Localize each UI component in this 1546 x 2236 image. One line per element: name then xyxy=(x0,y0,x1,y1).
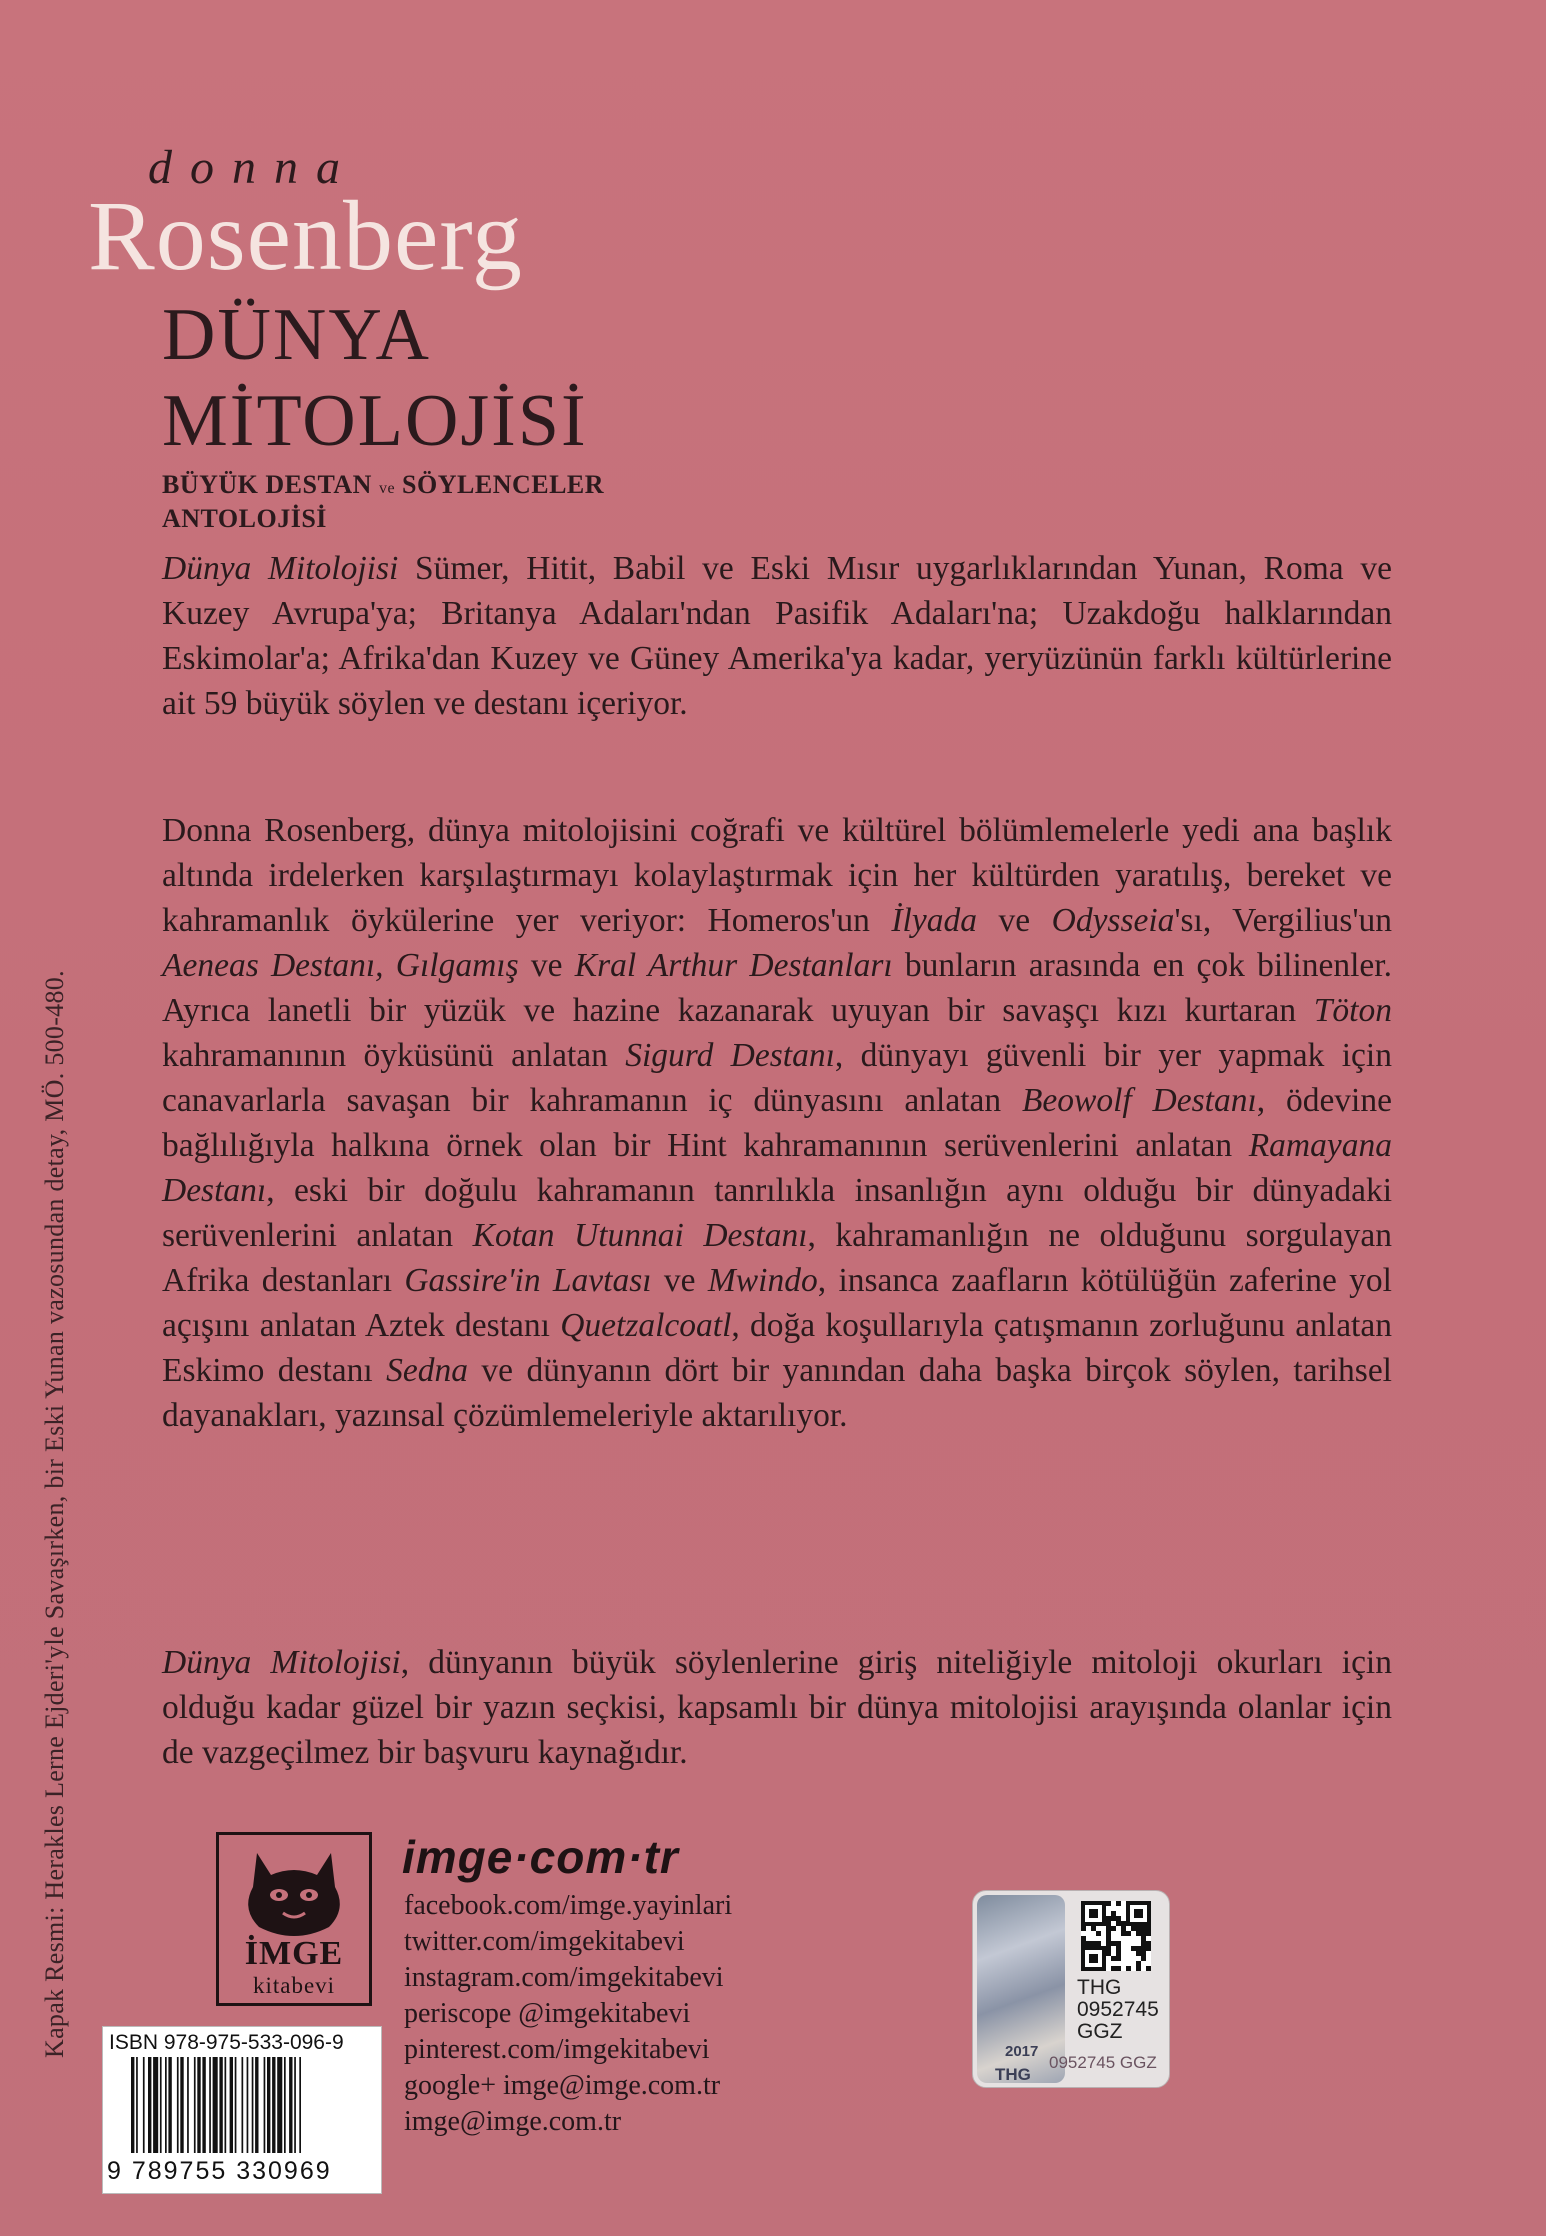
blurb-2-text: kahramanının öyküsünü anlatan xyxy=(162,1037,626,1074)
blurb-2-emphasis: Quetzalcoatl xyxy=(560,1307,732,1344)
blurb-2-text: Donna Rosenberg, dünya mitolojisini coğrafi ve kültürel bölümlemelerle yedi ana başlık altında irdelerken karşılaştırmayı kolaylaştırmak için her kültürden yaratılış, bereket ve kahramanlık öykülerine yer veriyor: Homeros'un xyxy=(162,812,1392,939)
blurb-2-emphasis: Beowolf Destanı xyxy=(1021,1082,1257,1119)
blurb-1-text: Sümer, Hitit, Babil ve Eski Mısır uygarlıklarından Yunan, Roma ve Kuzey Avrupa'ya; Britanya Adaları'ndan Pasifik Adaları'na; Uzakdoğu halklarından Eskimolar'a; Afrika'dan Kuzey ve Güney Amerika'ya kadar, yeryüzünün farklı kültürlerine ait 59 büyük söylen ve destanı içeriyor. xyxy=(162,550,1392,722)
subtitle-line-2: ANTOLOJİSİ xyxy=(162,504,327,533)
blurb-2-emphasis: Sigurd Destanı xyxy=(625,1037,835,1074)
blurb-2-text: bunların arasında en çok bilinenler. Ayrıca lanetli bir yüzük ve hazine kazanarak uyuyan bir savaşçı kızı kurtaran xyxy=(162,947,1392,1029)
blurb-2-text: , eski bir doğulu kahramanın tanrılıkla insanlığın aynı olduğu bir dünyadaki serüvenlerini anlatan xyxy=(162,1172,1392,1254)
author-last-name: Rosenberg xyxy=(88,180,523,291)
link-twitter[interactable]: twitter.com/imgekitabevi xyxy=(404,1926,685,1957)
blurb-paragraph-2 xyxy=(162,808,1392,1438)
subtitle-part-1: BÜYÜK DESTAN xyxy=(162,470,372,499)
book-title xyxy=(162,292,588,464)
hologram-label: THG xyxy=(995,2065,1031,2084)
cat-icon xyxy=(219,1835,369,1939)
logo-brand: İMGE xyxy=(244,1935,344,1972)
blurb-2-text: , kahramanlığın ne olduğunu sorgulayan Afrika destanları xyxy=(162,1217,1392,1299)
sticker-line-2: 0952745 xyxy=(1077,1998,1159,2021)
link-facebook[interactable]: facebook.com/imge.yayinlari xyxy=(404,1890,733,1921)
link-email[interactable]: imge@imge.com.tr xyxy=(404,2106,622,2137)
blurb-paragraph-1 xyxy=(162,546,1392,726)
blurb-2-emphasis: Töton xyxy=(1313,992,1392,1029)
barcode-digits: 9 789755 330969 xyxy=(107,2157,332,2185)
blurb-2-emphasis: Gassire'in Lavtası xyxy=(404,1262,652,1299)
blurb-3-text: , dünyanın büyük söylenlerine giriş niteliğiyle mitoloji okurları için olduğu kadar güzel bir yazın seçkisi, kapsamlı bir dünya mitolojisi arayışında olanlar için de vazgeçilmez bir başvuru kaynağıdır. xyxy=(162,1644,1392,1771)
barcode-icon xyxy=(129,2057,359,2157)
subtitle-part-2: SÖYLENCELER xyxy=(402,470,605,499)
blurb-2-text: , insanca zaafların kötülüğün zaferine yol açışını anlatan Aztek destanı xyxy=(162,1262,1392,1344)
sticker-line-3: GGZ xyxy=(1077,2020,1123,2043)
blurb-2-emphasis: Mwindo xyxy=(707,1262,818,1299)
publisher-website[interactable]: imge·com·tr xyxy=(402,1831,679,1883)
blurb-2-emphasis: İlyada xyxy=(891,902,977,939)
sticker-serial: 0952745 GGZ xyxy=(1049,2053,1157,2072)
blurb-2-text: ve dünyanın dört bir yanından daha başka birçok söylen, tarihsel dayanakları, yazınsal çözümlemeleriyle aktarılıyor. xyxy=(162,1352,1392,1434)
book-title-line-2: MİTOLOJİSİ xyxy=(162,380,588,462)
blurb-2-emphasis: Kotan Utunnai Destanı xyxy=(472,1217,808,1254)
isbn-label: ISBN 978-975-533-096-9 xyxy=(109,2031,344,2054)
blurb-2-emphasis: Odysseia xyxy=(1051,902,1175,939)
publisher-links xyxy=(404,1888,732,2140)
blurb-2-text: , doğa koşullarıyla çatışmanın zorluğunu anlatan Eskimo destanı xyxy=(162,1307,1392,1389)
sticker-line-1: THG xyxy=(1077,1976,1122,1999)
isbn-barcode xyxy=(102,2026,382,2194)
blurb-3-emphasis: Dünya Mitolojisi xyxy=(162,1644,401,1681)
blurb-2-text: ve xyxy=(976,902,1052,939)
link-google-plus[interactable]: google+ imge@imge.com.tr xyxy=(404,2070,721,2101)
cover-image-credit: Kapak Resmi: Herakles Lerne Ejderi'yle Savaşırken, bir Eski Yunan vazosundan detay, MÖ. 500-480. xyxy=(40,970,69,2058)
blurb-paragraph-3 xyxy=(162,1640,1392,1775)
link-instagram[interactable]: instagram.com/imgekitabevi xyxy=(404,1962,724,1993)
blurb-2-text: 'sı, Vergilius'un xyxy=(1174,902,1392,939)
blurb-2-text: , ödevine bağlılığıyla halkına örnek olan bir Hint kahramanının serüvenlerini anlatan xyxy=(162,1082,1392,1164)
blurb-2-emphasis: Aeneas Destanı, Gılgamış xyxy=(162,947,519,984)
blurb-2-emphasis: Kral Arthur Destanları xyxy=(574,947,893,984)
publisher-logo xyxy=(216,1832,372,2006)
blurb-2-text: ve xyxy=(518,947,575,984)
hologram-year: 2017 xyxy=(1005,2043,1039,2060)
link-pinterest[interactable]: pinterest.com/imgekitabevi xyxy=(404,2034,710,2065)
link-periscope[interactable]: periscope @imgekitabevi xyxy=(404,1998,691,2029)
blurb-2-text: , dünyayı güvenli bir yer yapmak için canavarlarla savaşan bir kahramanın iç dünyasını anlatan xyxy=(162,1037,1392,1119)
qr-code-icon xyxy=(1081,1901,1151,1971)
blurb-2-emphasis: Ramayana Destanı xyxy=(162,1127,1392,1209)
blurb-1-emphasis: Dünya Mitolojisi xyxy=(162,550,399,587)
author-first-name: donna xyxy=(148,141,358,194)
subtitle-conjunction: ve xyxy=(378,480,396,497)
book-subtitle xyxy=(162,470,604,534)
book-title-line-1: DÜNYA xyxy=(162,294,431,376)
banderol-sticker xyxy=(972,1890,1170,2088)
logo-subtitle: kitabevi xyxy=(252,1973,336,1998)
blurb-2-emphasis: Sedna xyxy=(386,1352,468,1389)
blurb-2-text: ve xyxy=(651,1262,708,1299)
